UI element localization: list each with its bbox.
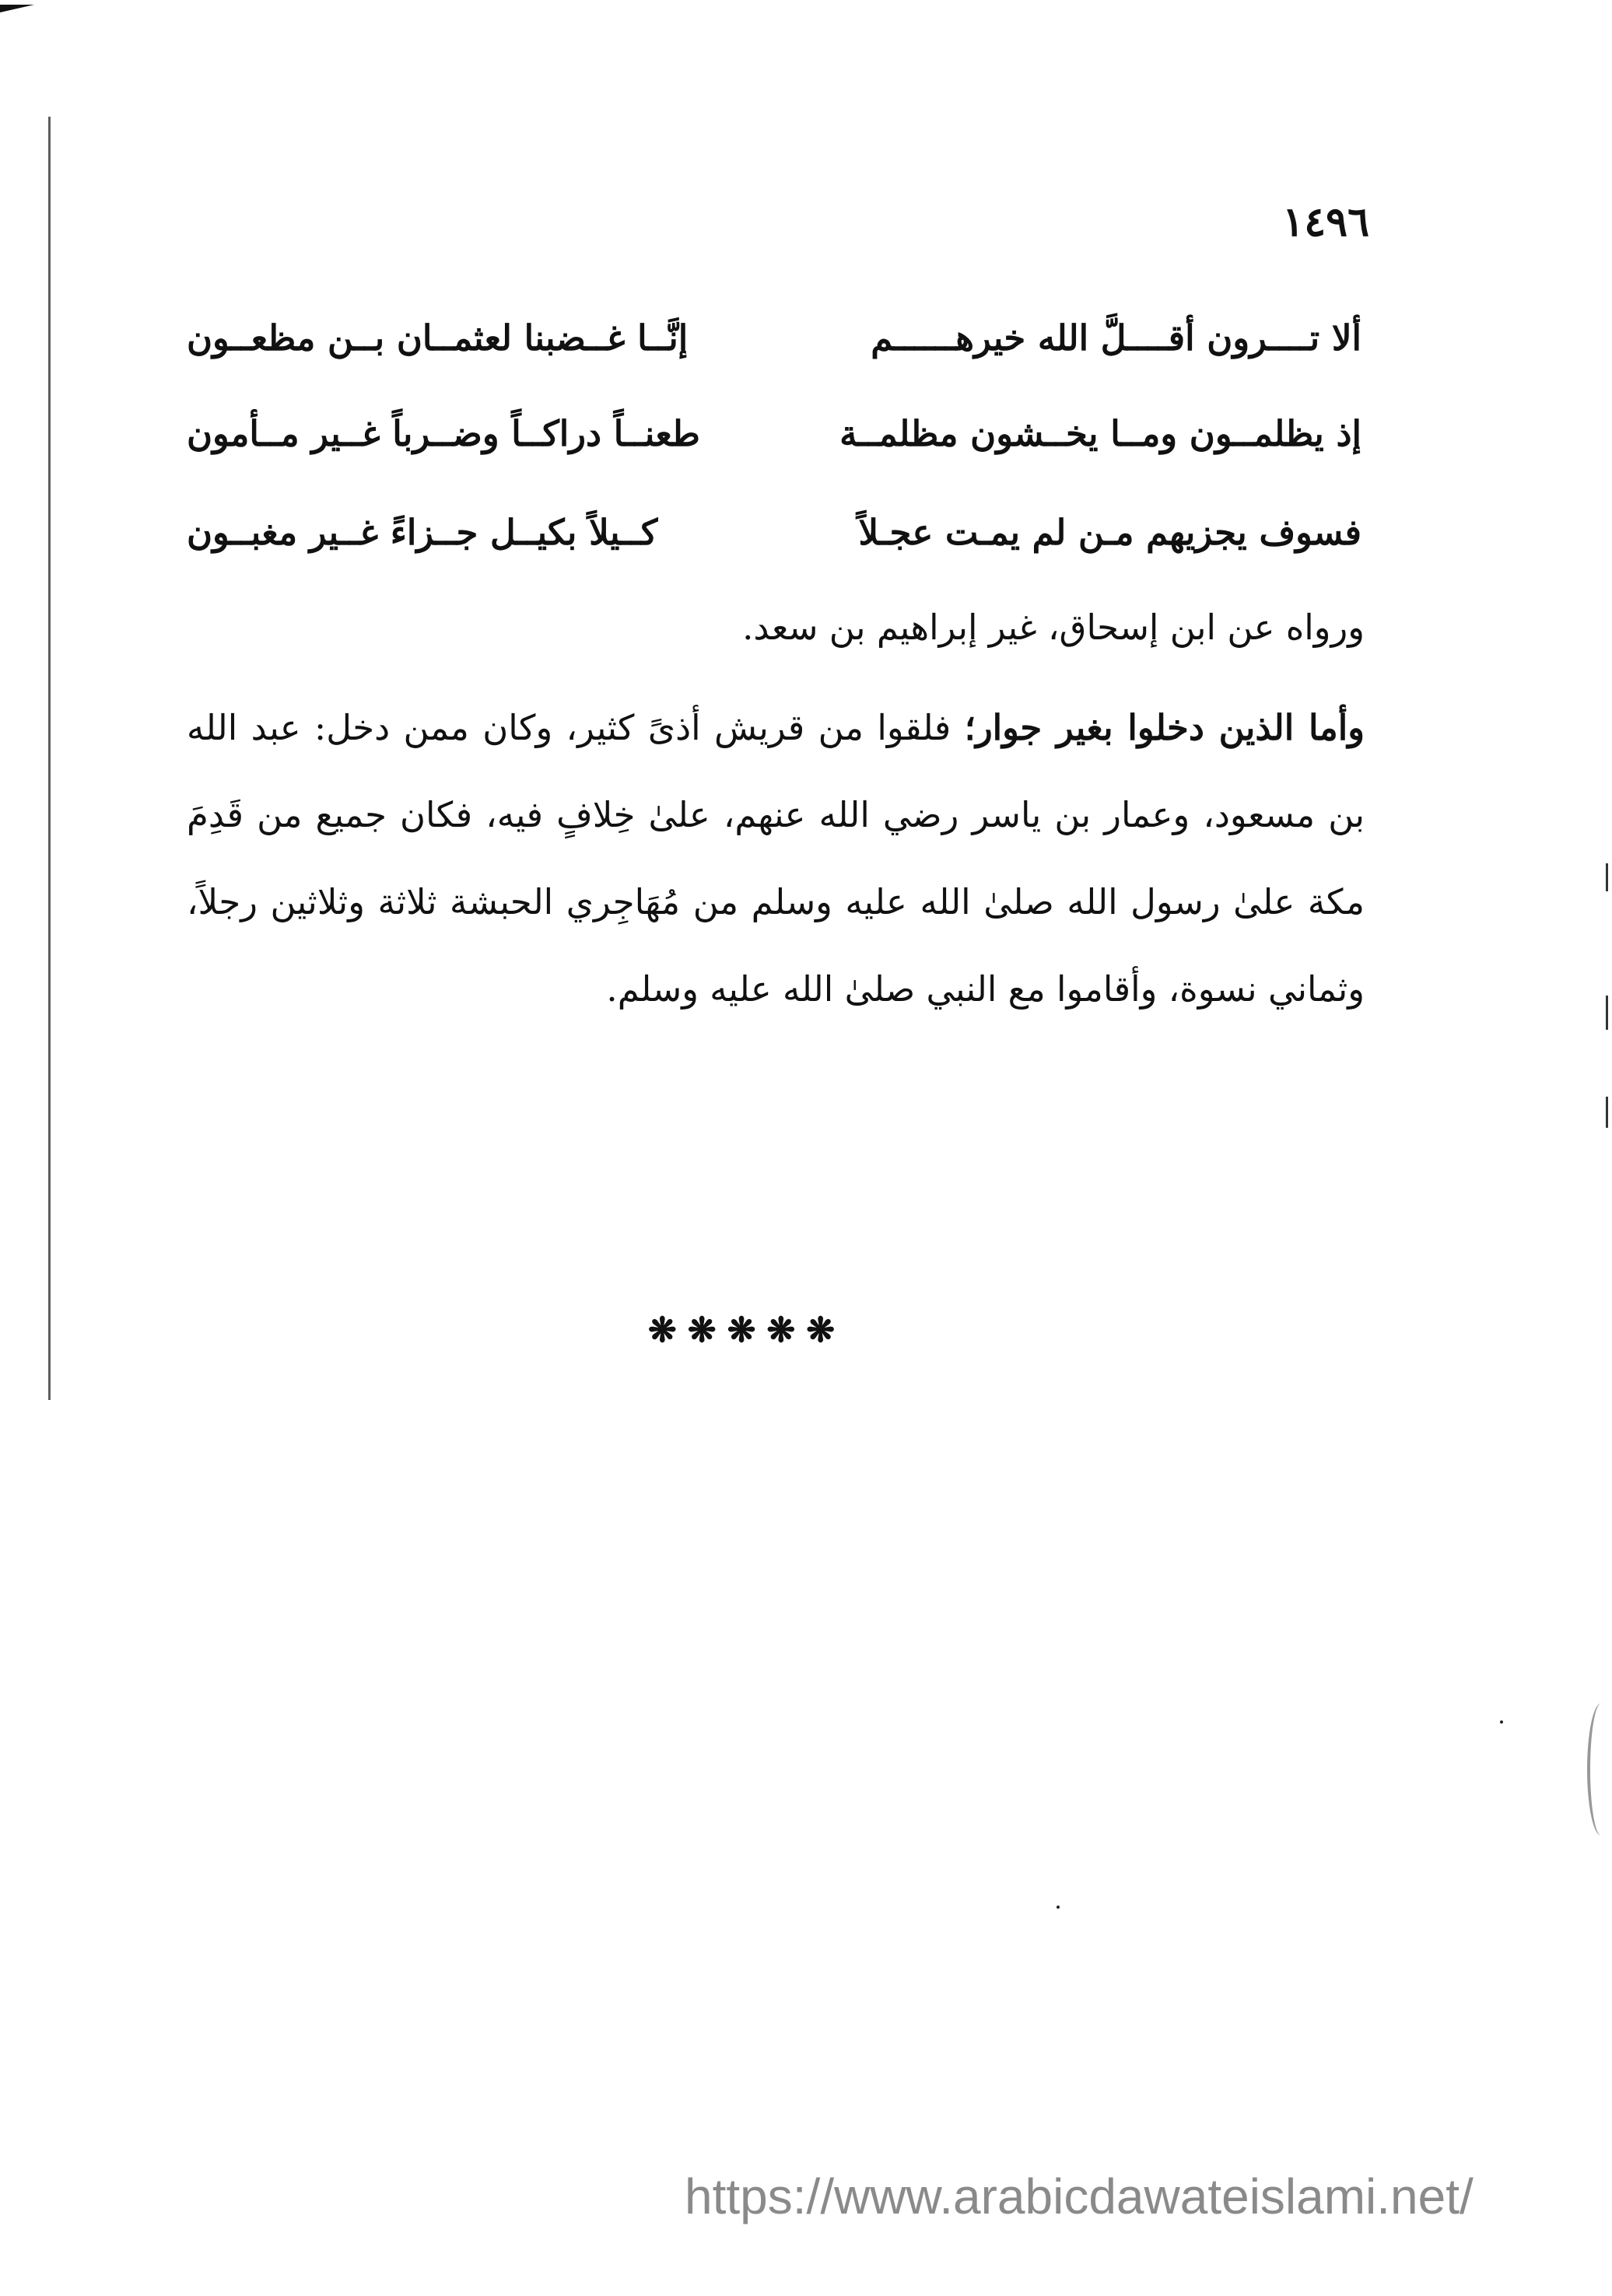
verse-first-hemistich: فسوف يجزيهم مـن لم يمـت عجـلاً bbox=[858, 512, 1361, 553]
scan-right-edge-tick bbox=[1606, 1097, 1608, 1128]
verse-first-hemistich: إذ يظلمــون ومــا يخــشون مظلمــة bbox=[839, 413, 1361, 454]
scan-left-edge-line bbox=[48, 117, 51, 1400]
scan-speck bbox=[1057, 1906, 1060, 1909]
section-separator-stars: ❋❋❋❋❋ bbox=[647, 1311, 846, 1350]
scan-right-edge-tick bbox=[1606, 996, 1608, 1030]
verse-first-hemistich: ألا تــــرون أقــــلَّ الله خيرهــــــم bbox=[871, 317, 1361, 359]
body-paragraph bbox=[187, 684, 1365, 1033]
paragraph-body: فلقوا من قريش أذىً كثير، وكان ممن دخل: عبد الله بن مسعود، وعمار بن ياسر رضي الله عنهم، علىٰ خِلافٍ فيه، فكان جميع من قَدِمَ مكة علىٰ رسول الله صلىٰ الله عليه وسلم من مُهَاجِري الحبشة ثلاثة وثلاثين رجلاً، وثماني نسوة، وأقاموا مع النبي صلىٰ الله عليه وسلم. bbox=[187, 707, 1365, 1010]
scan-speck bbox=[1500, 1720, 1503, 1724]
verse-second-hemistich: طعنــاً دراكــاً وضــرباً غــير مــأمون bbox=[187, 413, 700, 454]
page-number: ١٤٩٦ bbox=[1282, 198, 1369, 246]
scan-corner-mark bbox=[0, 5, 34, 12]
scan-right-edge-tick bbox=[1606, 863, 1608, 891]
verse-second-hemistich: كــيلاً بكيــل جــزاءً غــير مغبــون bbox=[187, 512, 658, 553]
verse-second-hemistich: إنَّــا غــضبنا لعثمــان بــن مظعــون bbox=[187, 317, 689, 359]
narration-line: ورواه عن ابن إسحاق، غير إبراهيم بن سعد. bbox=[742, 607, 1365, 648]
paragraph-lead: وأما الذين دخلوا بغير جوار؛ bbox=[964, 707, 1365, 748]
watermark-url: https://www.arabicdawateislami.net/ bbox=[685, 2168, 1474, 2224]
scan-edge-shadow bbox=[1587, 1703, 1612, 1836]
